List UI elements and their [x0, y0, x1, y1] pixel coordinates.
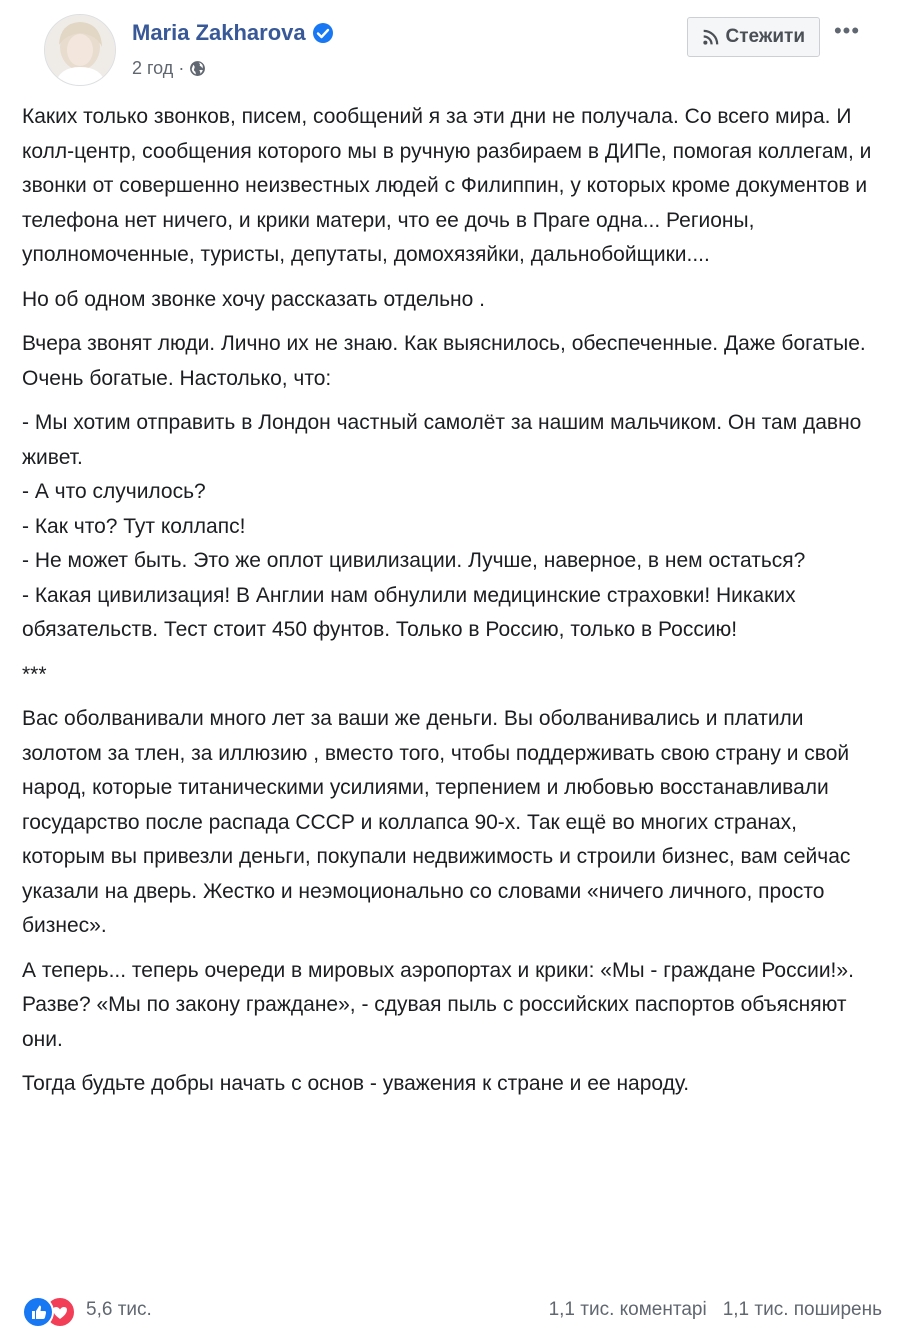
like-icon: [22, 1296, 54, 1328]
reactions-count: 5,6 тис.: [86, 1299, 152, 1320]
reactions-summary[interactable]: [22, 1295, 152, 1325]
post-paragraph: Каких только звонков, писем, сообщений я за эти дни не получала. Со всего мира. И колл-центр, сообщения которого мы в ручную разбираем в ДИПе, помогая коллегам, и звонки от совершенно неизвестных людей с Филиппин, у которых кроме документов и телефона нет ничего, и крики матери, что ее дочь в Праге одна... Регионы, уполномоченные, туристы, депутаты, домохязяйки, дальнобойщики....: [22, 105, 878, 266]
author-line: [132, 20, 334, 46]
post-paragraph: А теперь... теперь очереди в мировых аэропортах и крики: «Мы - граждане России!». Разве? «Мы по закону граждане», - сдувая пыль с российских паспортов объясняют они.: [22, 958, 860, 1051]
post-header: [22, 0, 878, 100]
post-body: [22, 100, 878, 1102]
post-paragraph: - Мы хотим отправить в Лондон частный самолёт за нашим мальчиком. Он там давно живет. - А что случилось? - Как что? Тут коллапс! - Не может быть. Это же оплот цивилизации. Лучше, наверное, в нем остаться? - Какая цивилизация! В Англии нам обнулили медицинские страховки! Никаких обязательств. Тест стоит 450 фунтов. Только в Россию, только в Россию!: [22, 411, 862, 641]
avatar-image: [45, 15, 115, 85]
globe-icon[interactable]: [189, 60, 206, 77]
post-paragraph: Но об одном звонке хочу рассказать отдельно .: [22, 287, 485, 311]
post-paragraph: Вас оболванивали много лет за ваши же деньги. Вы оболванивались и платили золотом за тлен, за иллюзию , вместо того, чтобы поддерживать свою страну и свой народ, которые титаническими усилиями, терпением и любовью восстанавливали государство после распада СССР и коллапса 90-х. Так ещё во многих странах, которым вы привезли деньги, покупали недвижимость и строили бизнес, вам сейчас указали на дверь. Жестко и неэмоционально со словами «ничего личного, просто бизнес».: [22, 707, 857, 937]
post-paragraph: ***: [22, 662, 47, 686]
post-footer: [22, 1290, 882, 1330]
follow-button[interactable]: [687, 17, 820, 57]
follow-label: Стежити: [725, 26, 805, 47]
post-paragraph: Тогда будьте добры начать с основ - уважения к стране и ее народу.: [22, 1072, 690, 1095]
author-name[interactable]: Maria Zakharova: [132, 20, 306, 45]
rss-icon: [702, 28, 720, 46]
verified-badge-icon: [312, 22, 334, 44]
reaction-icons: [22, 1295, 78, 1325]
post-time[interactable]: 2 год: [132, 58, 174, 78]
post-stats: [549, 1299, 882, 1321]
more-options-icon[interactable]: •••: [833, 18, 861, 43]
comments-count[interactable]: 1,1 тис. коментарі: [548, 1299, 707, 1320]
post-meta: [132, 58, 206, 79]
avatar[interactable]: [44, 14, 116, 86]
shares-count[interactable]: 1,1 тис. поширень: [722, 1299, 882, 1320]
meta-separator: ·: [178, 58, 185, 78]
post-paragraph: Вчера звонят люди. Лично их не знаю. Как выяснилось, обеспеченные. Даже богатые. Очень богатые. Настолько, что:: [22, 332, 872, 390]
